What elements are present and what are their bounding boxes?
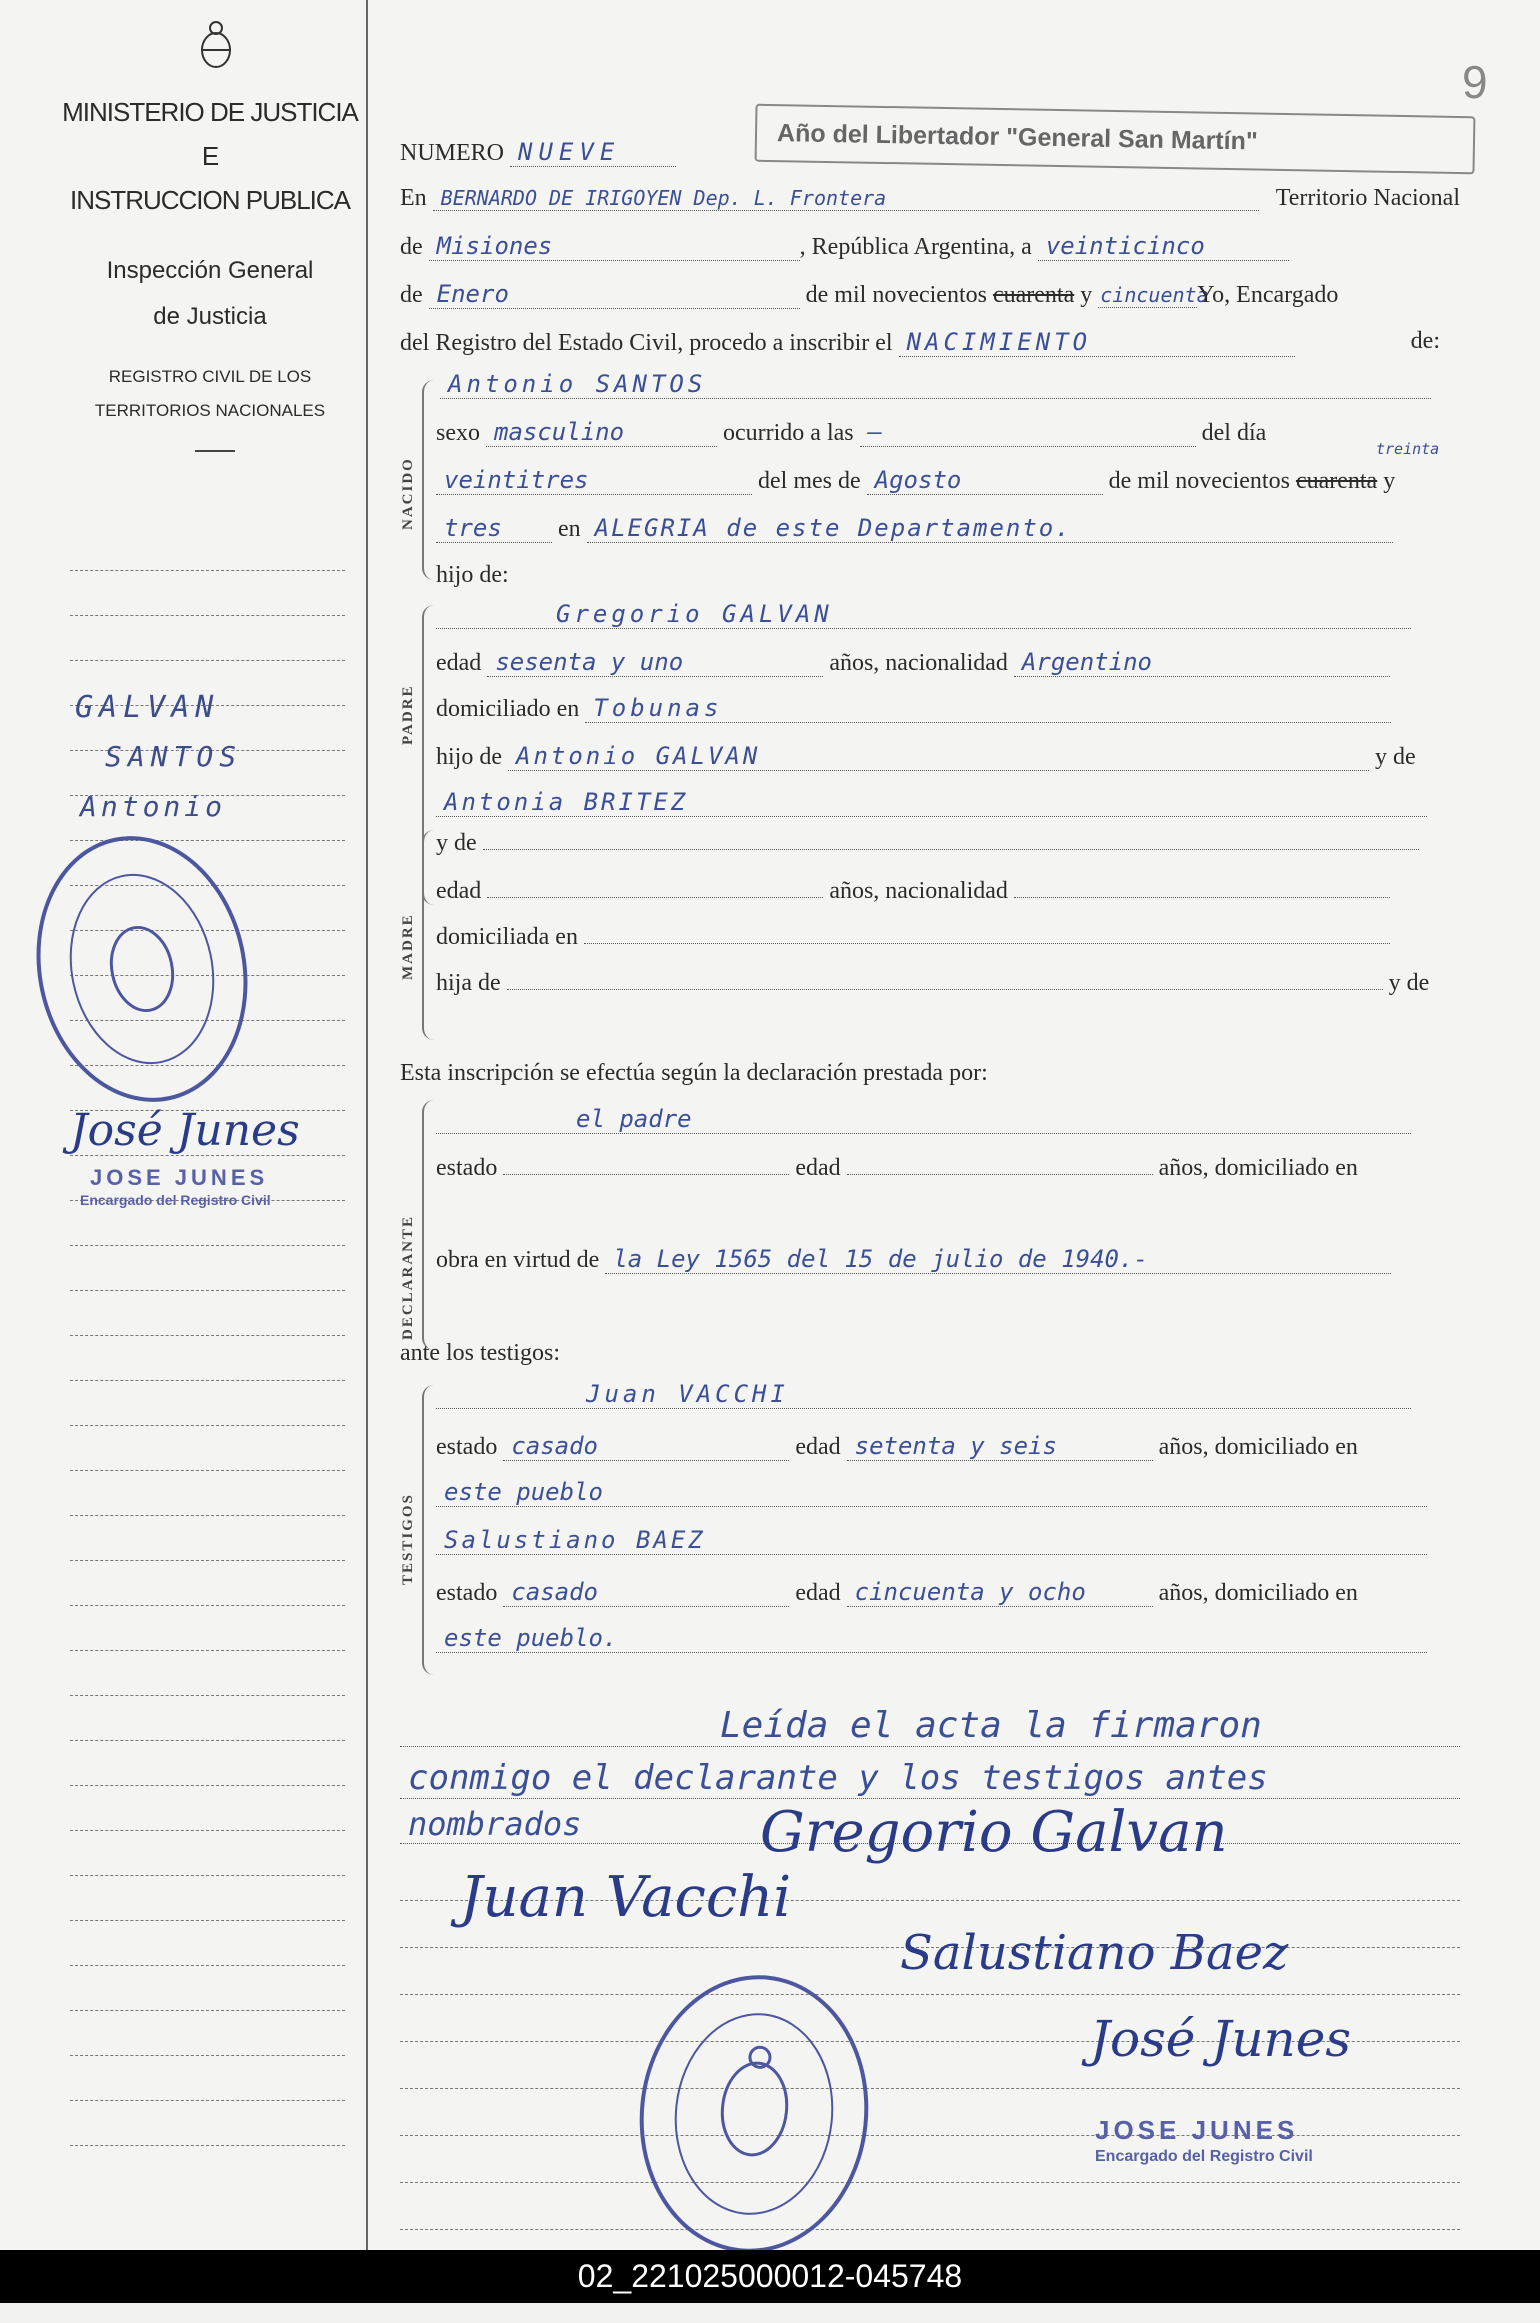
madre-edad-row [436,878,1496,905]
year-label: de mil novecientos [805,282,987,308]
testigo2-name-row [436,1526,1496,1555]
madre-anios-label: años, nacionalidad [829,878,1008,904]
territorio-label: Territorio Nacional [1275,185,1460,211]
padre-edad-row [436,648,1496,677]
day-value: veinticinco [1038,232,1289,261]
month-value: Enero [429,280,800,309]
padre-madre-value: Antonia BRITEZ [436,788,1427,817]
declarante-estado-blank [503,1174,789,1175]
madre-domicilio-row [436,924,1496,951]
ministry-heading [60,90,360,222]
testigo2-estado: casado [503,1578,789,1607]
madre-domicilio-blank [584,943,1390,944]
declarante-edad-label: edad [795,1155,841,1181]
margin-signature: José Junes [70,1105,300,1156]
coat-of-arms-icon [196,20,236,72]
nacido-name-row [440,370,1500,399]
signature-gregorio-galvan: Gregorio Galvan [760,1800,1228,1865]
testigo1-anios-label: años, domiciliado en [1158,1434,1358,1460]
testigo1-edad-label: edad [795,1434,841,1460]
margin-note-given: Antonio [80,790,227,823]
en-label-nacido: en [558,516,581,542]
official-seal [626,1964,882,2264]
testigo2-anios-label: años, domiciliado en [1158,1580,1358,1606]
registry-line: REGISTRO CIVIL DE LOS [108,367,312,386]
anio-value: tres [436,514,552,543]
nacido-name: Antonio SANTOS [440,370,1431,399]
margin-stamp-name: JOSE JUNES [90,1165,269,1190]
closing-line-1: Leída el acta la firmaron [400,1705,1460,1747]
inspection-line: Inspección General [106,257,314,284]
testigo1-estado: casado [503,1432,789,1461]
en-label: En [400,185,427,211]
lugar-row [436,514,1496,543]
registry-heading [90,360,330,428]
declarante-estado-label: estado [436,1155,498,1181]
sexo-label: sexo [436,420,480,446]
declaracion-label: Esta inscripción se efectúa según la declaración prestada por: [400,1060,988,1086]
madre-y-de-end: y de [1388,970,1430,996]
inspection-heading [90,248,330,340]
testigo1-name: Juan VACCHI [436,1380,1411,1409]
testigo2-domicilio-row [436,1624,1496,1653]
anio-correction: treinta [1376,440,1440,458]
divider [195,450,235,452]
testigo2-edad: cincuenta y ocho [847,1578,1153,1607]
numero-label: NUMERO [400,140,505,166]
anio-connector: y [1383,468,1396,494]
declarante-section-label: DECLARANTE [400,1214,416,1340]
signature-juan-vacchi: Juan Vacchi [460,1865,792,1930]
closing-line-3: nombrados [400,1805,1460,1844]
madre-y-de-label: y de [436,830,477,856]
acto-row [400,328,1460,357]
province-value: Misiones [429,232,800,261]
padre-name-row [436,600,1496,629]
madre-hija-row [436,970,1496,997]
bottom-stamp-name: JOSE JUNES [1095,2115,1299,2145]
madre-domicilio-label: domiciliada en [436,924,578,950]
madre-hija-label: hija de [436,970,501,996]
signature-jose-junes: José Junes [1090,2010,1351,2068]
declarante-bracket [422,1100,436,1350]
padre-domicilio-label: domiciliado en [436,696,580,722]
numero-value: NUEVE [510,138,676,167]
testigo2-name: Salustiano BAEZ [436,1526,1427,1555]
lugar-value: ALEGRIA de este Departamento. [587,514,1393,543]
footer-id: 02_221025000012-045748 [577,2258,963,2294]
seal-emblem-icon [630,1968,877,2260]
padre-anios-label: años, nacionalidad [829,650,1008,676]
declaracion-row [400,1060,1460,1087]
inspection-line: de Justicia [153,303,267,330]
closing-line-2-row [400,1758,1460,1799]
sexo-value: masculino [486,418,717,447]
hora-value: — [860,418,1196,447]
madre-bracket [422,830,436,1040]
padre-madre-row [436,788,1496,817]
dia-value: veintitres [436,466,752,495]
nacido-section-label: NACIDO [400,457,416,530]
closing-line-1-row [400,1705,1460,1747]
sidebar-margin [0,0,368,2250]
sexo-row [436,418,1496,447]
declarante-estado-row [436,1155,1496,1182]
margin-stamp-title: Encargado del Registro Civil [80,1192,271,1208]
registro-label: del Registro del Estado Civil, procedo a inscribir el [400,330,893,356]
declarante-obra-value: la Ley 1565 del 15 de julio de 1940.- [605,1245,1391,1274]
declarante-obra-label: obra en virtud de [436,1247,600,1273]
year-struck: cuarenta [992,282,1075,308]
padre-domicilio-value: Tobunas [585,694,1391,723]
padre-edad-label: edad [436,650,482,676]
testigo1-estado-label: estado [436,1434,498,1460]
padre-section-label: PADRE [400,684,416,745]
testigo1-domicilio-row [436,1478,1496,1507]
ministry-line: INSTRUCCION PUBLICA [69,185,351,215]
anio-label: de mil novecientos [1108,468,1290,494]
hijo-row [436,562,1496,589]
madre-name-blank [483,849,1419,850]
year-connector: y [1080,282,1093,308]
nacido-bracket [422,380,436,580]
acto-value: NACIMIENTO [899,328,1295,357]
testigos-row [400,1340,1460,1367]
testigos-bracket [422,1385,436,1675]
signature-salustiano-baez: Salustiano Baez [900,1925,1289,1981]
madre-section-label: MADRE [400,913,416,980]
republica-label: , República Argentina, a [799,234,1032,260]
testigo2-domicilio: este pueblo. [436,1624,1427,1653]
province-row [400,232,1460,261]
declarante-name: el padre [436,1105,1411,1134]
year-stamp: Año del Libertador "General San Martín" [755,104,1476,175]
date-row [400,280,1460,309]
hijo-label: hijo de: [436,562,509,588]
closing-line-2: conmigo el declarante y los testigos antes [400,1758,1460,1799]
de-colon: de: [1410,328,1440,354]
declarante-obra-row [436,1245,1496,1274]
ocurrido-label: ocurrido a las [723,420,854,446]
declarante-edad-blank [847,1174,1153,1175]
padre-edad-value: sesenta y uno [487,648,823,677]
de-label-2: de [400,282,423,308]
madre-edad-blank [487,897,823,898]
madre-y-de-row [436,830,1496,857]
footer-id-bar [0,2250,1540,2303]
testigos-section-label: TESTIGOS [400,1493,416,1585]
place-row [400,185,1460,212]
ministry-line: MINISTERIO DE JUSTICIA [62,97,358,127]
testigo2-edad-label: edad [795,1580,841,1606]
margin-note-surname: GALVAN [75,690,220,725]
anio-struck: cuarenta [1295,468,1378,494]
de-label: de [400,234,423,260]
numero-row [400,138,1460,167]
testigo2-estado-label: estado [436,1580,498,1606]
testigo1-edad: setenta y seis [847,1432,1153,1461]
padre-hijo-de-label: hijo de [436,744,502,770]
testigo1-name-row [436,1380,1496,1409]
mes-label: del mes de [758,468,861,494]
testigos-label: ante los testigos: [400,1340,560,1366]
mes-row [436,440,1496,495]
declarante-name-row [436,1105,1496,1134]
year-value: cincuenta [1100,283,1209,307]
yo-label: Yo, Encargado [1197,282,1339,308]
testigo1-domicilio: este pueblo [436,1478,1427,1507]
place-value: BERNARDO DE IRIGOYEN Dep. L. Frontera [433,186,1259,211]
padre-hijo-de-row [436,742,1496,771]
padre-domicilio-row [436,694,1496,723]
registry-line: TERRITORIOS NACIONALES [94,401,326,420]
testigo2-estado-row [436,1578,1496,1607]
padre-nacionalidad-value: Argentino [1014,648,1390,677]
margin-note-name: SANTOS [105,740,243,773]
ministry-line: E [201,141,219,171]
padre-y-de-label: y de [1375,744,1416,770]
padre-name: Gregorio GALVAN [436,600,1411,629]
bottom-stamp-title: Encargado del Registro Civil [1095,2148,1313,2165]
mes-value: Agosto [867,466,1103,495]
page-number: 9 [1462,56,1488,108]
madre-hija-blank [507,989,1383,990]
madre-edad-label: edad [436,878,482,904]
testigo1-estado-row [436,1432,1496,1461]
padre-hijo-de-value: Antonio GALVAN [508,742,1369,771]
declarante-anios-label: años, domiciliado en [1158,1155,1358,1181]
madre-nacionalidad-blank [1014,897,1390,898]
dia-label: del día [1201,420,1267,446]
